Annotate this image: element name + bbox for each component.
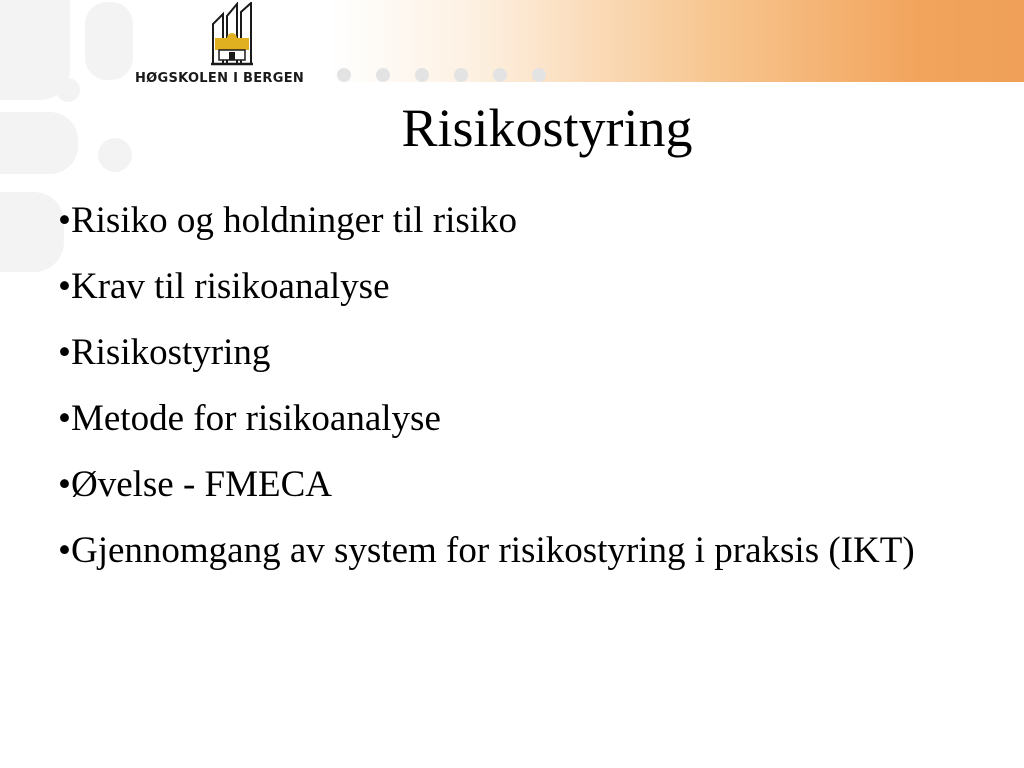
bullet-item: • Gjennomgang av system for risikostyring i praksis (IKT) — [58, 528, 958, 573]
bullet-item: • Metode for risikoanalyse — [58, 396, 958, 441]
decorative-dot — [415, 68, 429, 82]
decorative-dot — [532, 68, 546, 82]
bullet-item: • Øvelse - FMECA — [58, 462, 958, 507]
slide-title: Risikostyring — [401, 98, 693, 158]
college-logo — [135, 2, 330, 92]
bullet-item: • Risiko og holdninger til risiko — [58, 198, 958, 243]
college-name: HØGSKOLEN I BERGEN — [135, 71, 305, 86]
bullet-list — [58, 198, 958, 594]
decorative-shape — [0, 192, 64, 272]
decorative-dot — [493, 68, 507, 82]
bullet-item: • Krav til risikoanalyse — [58, 264, 958, 309]
decorative-dot — [454, 68, 468, 82]
bullet-item: • Risikostyring — [58, 330, 958, 375]
college-building-icon — [209, 2, 255, 70]
decorative-dot-row — [337, 68, 546, 84]
decorative-dot — [337, 68, 351, 82]
decorative-dot — [376, 68, 390, 82]
decorative-shape — [85, 2, 133, 80]
